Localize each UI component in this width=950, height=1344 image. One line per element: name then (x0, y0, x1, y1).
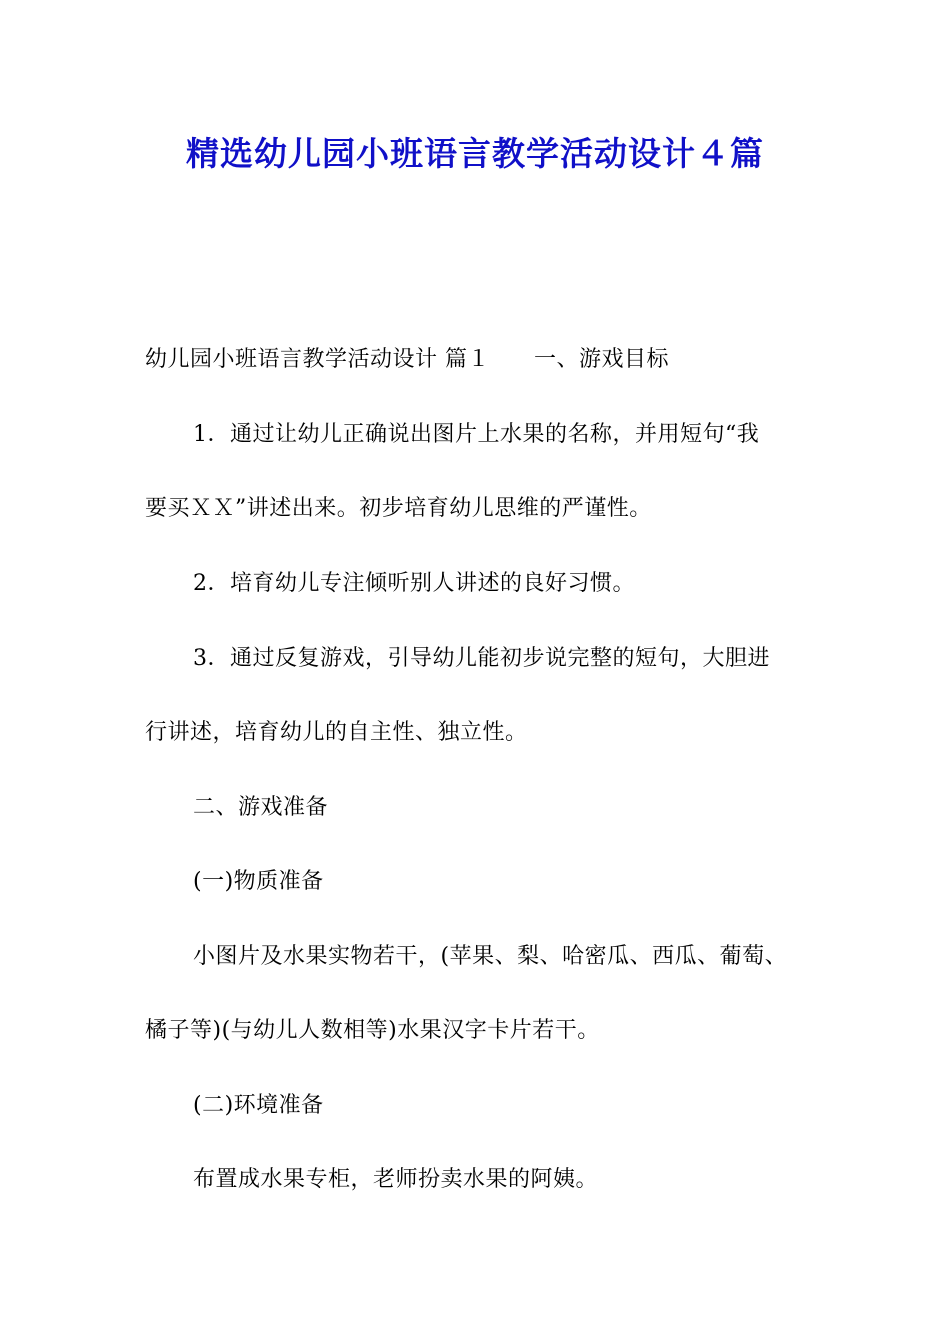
section-heading-line (145, 342, 669, 378)
paragraph-line: 布置成水果专柜，老师扮卖水果的阿姨。 (193, 1167, 599, 1192)
paragraph-line: 3．通过反复游戏，引导幼儿能初步说完整的短句，大胆进 (193, 646, 770, 671)
subsection-heading: 一、游戏目标 (534, 347, 670, 372)
subsection-heading: (一)物质准备 (193, 869, 324, 894)
paragraph-line: 要买ＸＸ”讲述出来。初步培育幼儿思维的严谨性。 (145, 496, 652, 521)
document-title: 精选幼儿园小班语言教学活动设计４篇 (186, 134, 764, 173)
paragraph-line: 行讲述，培育幼儿的自主性、独立性。 (145, 720, 528, 745)
paragraph-line: 小图片及水果实物若干，(苹果、梨、哈密瓜、西瓜、葡萄、 (193, 944, 788, 969)
paragraph-line: 2．培育幼儿专注倾听别人讲述的良好习惯。 (193, 571, 635, 596)
subsection-heading: 二、游戏准备 (193, 795, 329, 820)
paragraph-line: 1．通过让幼儿正确说出图片上水果的名称，并用短句“我 (193, 422, 760, 447)
section-heading: 幼儿园小班语言教学活动设计 篇１ (145, 347, 490, 372)
subsection-heading: (二)环境准备 (193, 1093, 324, 1118)
paragraph-line: 橘子等)(与幼儿人数相等)水果汉字卡片若干。 (145, 1018, 600, 1043)
